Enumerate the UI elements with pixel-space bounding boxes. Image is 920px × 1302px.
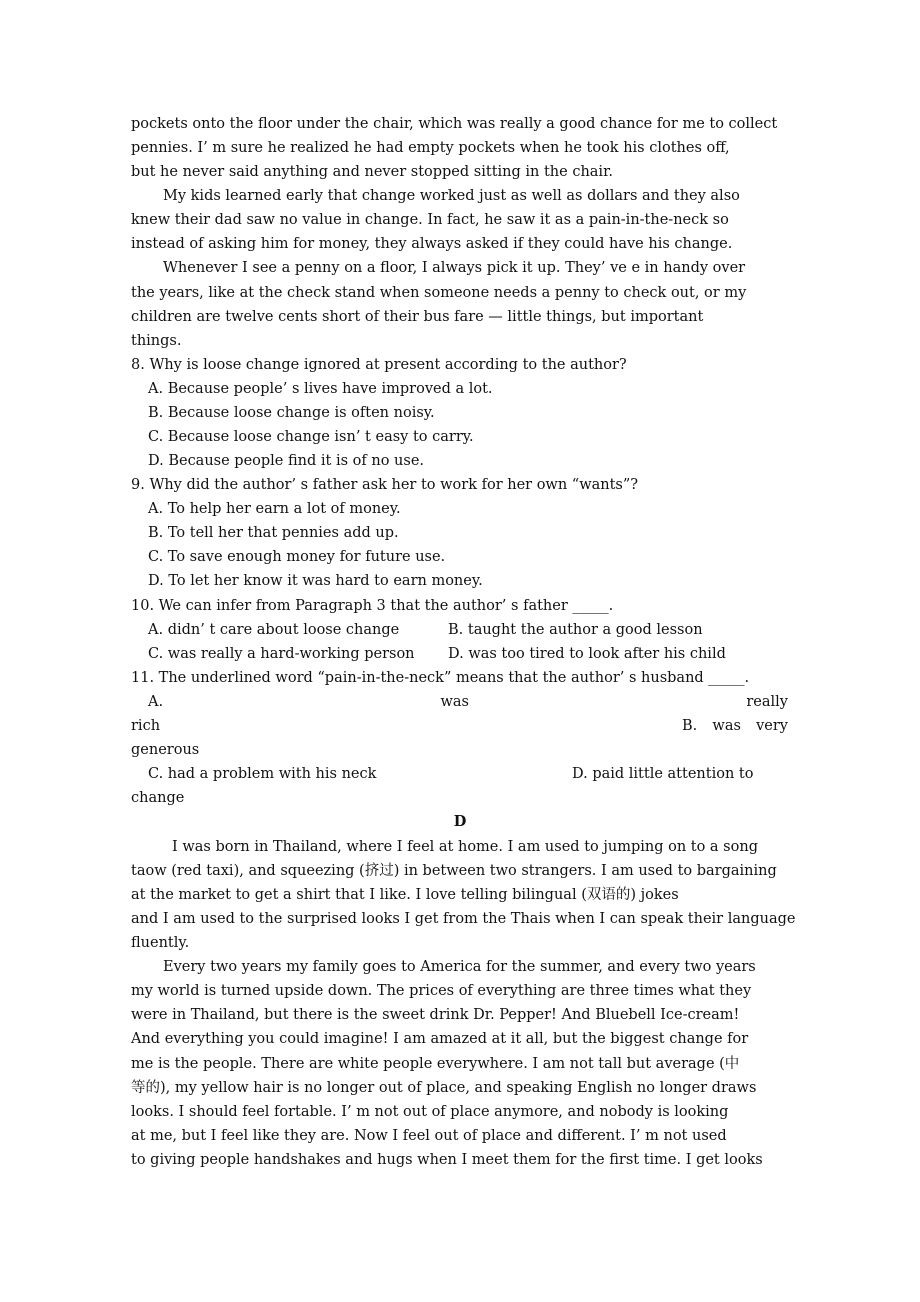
q11-option-a-wrap: rich [131, 718, 161, 734]
q11-option-a-part-2: was [440, 694, 469, 710]
q11-option-a-part-1: A. [148, 694, 164, 710]
q8-stem: 8. Why is loose change ignored at present according to the author? [131, 357, 627, 373]
q9-option-d: D. To let her know it was hard to earn money. [148, 573, 483, 589]
q8-option-d: D. Because people find it is of no use. [148, 453, 425, 469]
passage-c-p3-line-4: things. [131, 333, 182, 349]
passage-d-p2-line-6: 等的), my yellow hair is no longer out of place, and speaking English no longer draws [131, 1080, 757, 1096]
q9-option-b: B. To tell her that pennies add up. [148, 525, 399, 541]
passage-c-p2-line-2: knew their dad saw no value in change. In fact, he saw it as a pain-in-the-neck so [131, 212, 729, 228]
q9-option-c: C. To save enough money for future use. [148, 549, 446, 565]
passage-c-p3-line-2: the years, like at the check stand when someone needs a penny to check out, or my [131, 285, 747, 301]
q8-option-b: B. Because loose change is often noisy. [148, 405, 435, 421]
passage-d-p2-line-8: at me, but I feel like they are. Now I feel out of place and different. I’ m not used [131, 1128, 727, 1144]
passage-d-p1-line-5: fluently. [131, 935, 190, 951]
q10-option-d: D. was too tired to look after his child [448, 646, 726, 662]
q10-option-c: C. was really a hard-working person [148, 646, 415, 662]
passage-c-p2-line-1: My kids learned early that change worked just as well as dollars and they also [163, 188, 740, 204]
q9-option-a: A. To help her earn a lot of money. [148, 501, 401, 517]
passage-d-p2-line-5: me is the people. There are white people everywhere. I am not tall but average (中 [131, 1056, 740, 1072]
q11-option-a [148, 690, 788, 714]
passage-c-p1-line-3: but he never said anything and never stopped sitting in the chair. [131, 164, 614, 180]
q10-stem: 10. We can infer from Paragraph 3 that the author’ s father _____. [131, 598, 614, 614]
q11-stem: 11. The underlined word “pain-in-the-neck” means that the author’ s husband _____. [131, 670, 750, 686]
passage-d-p2-line-7: looks. I should feel fortable. I’ m not out of place anymore, and nobody is looking [131, 1104, 729, 1120]
q10-option-a: A. didn’ t care about loose change [148, 622, 400, 638]
passage-c-p1-line-2: pennies. I’ m sure he realized he had empty pockets when he took his clothes off, [131, 140, 730, 156]
passage-d-p1-line-1: I was born in Thailand, where I feel at home. I am used to jumping on to a song [172, 839, 758, 855]
q11-option-b-part-2: was [712, 718, 741, 734]
q11-option-b-part-1: B. [682, 718, 698, 734]
q11-option-a-part-3: really [746, 694, 788, 710]
passage-d-p2-line-3: were in Thailand, but there is the sweet drink Dr. Pepper! And Bluebell Ice-cream! [131, 1007, 740, 1023]
passage-d-p1-line-3: at the market to get a shirt that I like. I love telling bilingual (双语的) jokes [131, 887, 679, 903]
q11-option-b-wrap: generous [131, 742, 200, 758]
passage-d-heading: D [453, 813, 467, 830]
q11-option-b-part-3: very [756, 718, 788, 734]
q8-option-c: C. Because loose change isn’ t easy to carry. [148, 429, 474, 445]
passage-d-p2-line-2: my world is turned upside down. The prices of everything are three times what they [131, 983, 752, 999]
passage-c-p1-line-1: pockets onto the floor under the chair, which was really a good chance for me to collect [131, 116, 778, 132]
passage-d-p1-line-4: and I am used to the surprised looks I get from the Thais when I can speak their language [131, 911, 796, 927]
passage-c-p3-line-3: children are twelve cents short of their bus fare — little things, but important [131, 309, 704, 325]
q11-option-c: C. had a problem with his neck [148, 766, 377, 782]
passage-d-p2-line-4: And everything you could imagine! I am amazed at it all, but the biggest change for [131, 1031, 749, 1047]
passage-d-p2-line-9: to giving people handshakes and hugs when I meet them for the first time. I get looks [131, 1152, 763, 1168]
passage-c-p3-line-1: Whenever I see a penny on a floor, I always pick it up. They’ ve e in handy over [163, 260, 746, 276]
q11-option-b [682, 714, 788, 738]
q9-stem: 9. Why did the author’ s father ask her to work for her own “wants”? [131, 477, 639, 493]
passage-d-p1-line-2: taow (red taxi), and squeezing (挤过) in between two strangers. I am used to bargaining [131, 863, 777, 879]
passage-d-p2-line-1: Every two years my family goes to America for the summer, and every two years [163, 959, 756, 975]
q11-option-d: D. paid little attention to [572, 766, 754, 782]
q11-option-d-wrap: change [131, 790, 185, 806]
passage-c-p2-line-3: instead of asking him for money, they always asked if they could have his change. [131, 236, 733, 252]
q10-option-b: B. taught the author a good lesson [448, 622, 703, 638]
q8-option-a: A. Because people’ s lives have improved a lot. [148, 381, 493, 397]
